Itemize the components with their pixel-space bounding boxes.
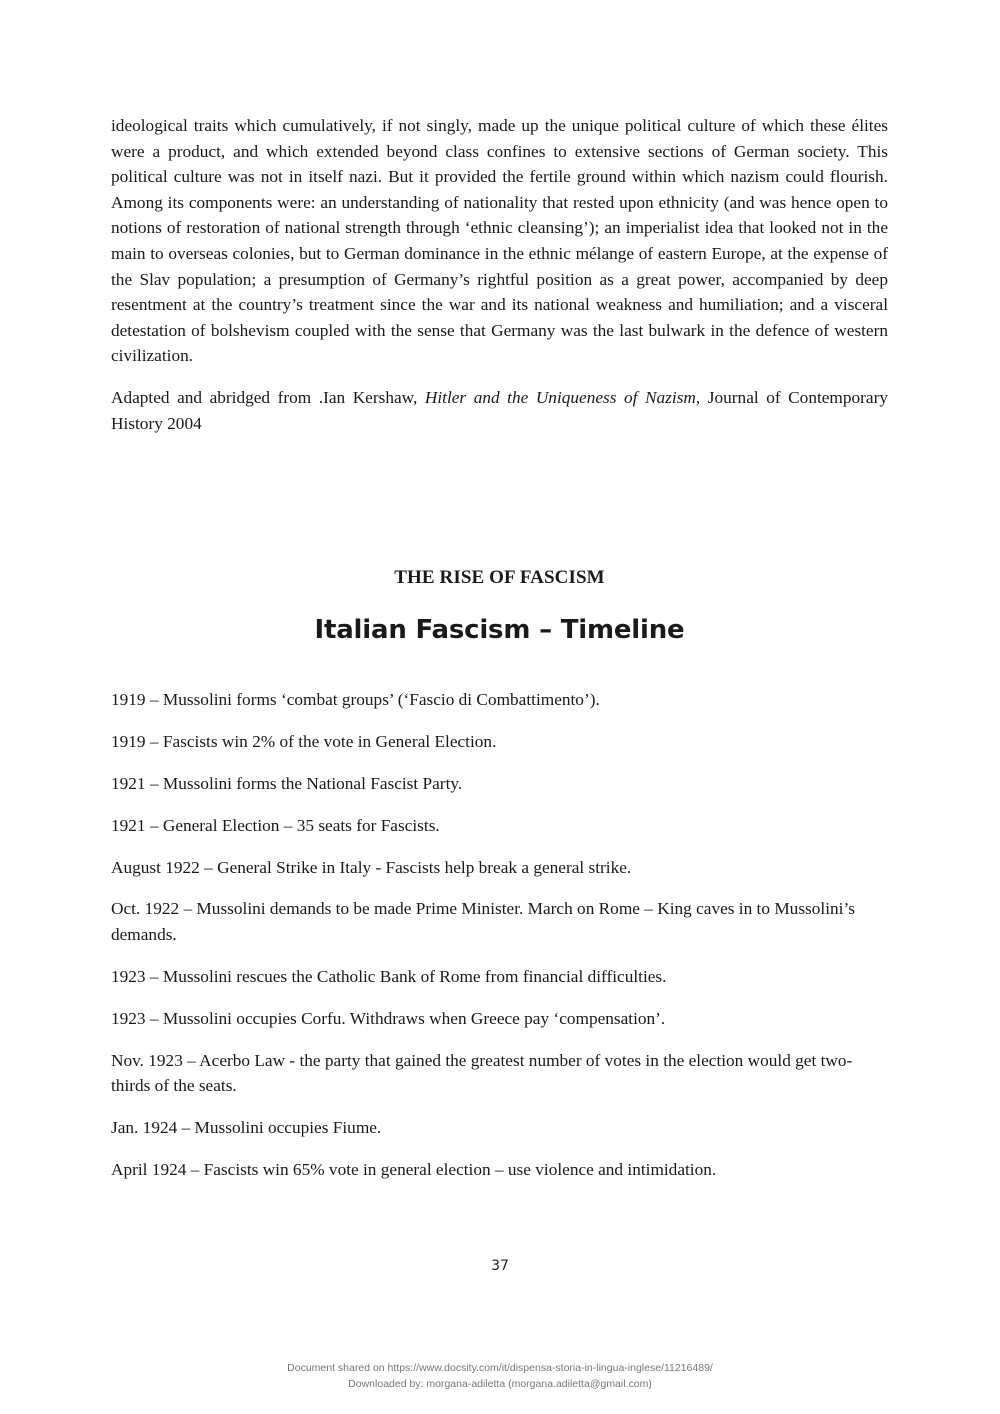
- timeline-item: Oct. 1922 – Mussolini demands to be made Prime Minister. March on Rome – King caves in to Mussolini’s demands.: [111, 899, 855, 945]
- timeline-item: 1923 – Mussolini occupies Corfu. Withdraws when Greece pay ‘compensation’.: [111, 1008, 666, 1028]
- timeline-item: 1919 – Fascists win 2% of the vote in General Election.: [111, 731, 497, 751]
- timeline-title: Italian Fascism – Timeline: [314, 615, 685, 645]
- footer-downloaded-by: Downloaded by: morgana-adiletta (morgana.adiletta@gmail.com): [348, 1378, 652, 1390]
- timeline-item: Nov. 1923 – Acerbo Law - the party that gained the greatest number of votes in the election would get two-thirds of the seats.: [111, 1050, 853, 1096]
- footer-shared-link: Document shared on https://www.docsity.com/it/dispensa-storia-in-lingua-inglese/11216489/: [287, 1362, 713, 1374]
- citation-prefix: Adapted and abridged from .Ian Kershaw,: [111, 387, 425, 407]
- page-number: 37: [491, 1258, 509, 1274]
- footer: [0, 1360, 1000, 1392]
- timeline-item: 1921 – General Election – 35 seats for Fascists.: [111, 815, 440, 835]
- citation-suffix: Journal of Contemporary History 2004: [111, 387, 888, 433]
- page-content: [111, 113, 888, 1180]
- timeline-item: 1923 – Mussolini rescues the Catholic Bank of Rome from financial difficulties.: [111, 966, 667, 986]
- timeline-item: Jan. 1924 – Mussolini occupies Fiume.: [111, 1118, 382, 1138]
- body-paragraph: ideological traits which cumulatively, if not singly, made up the unique political culture of which these élites were a product, and which extended beyond class confines to extensive sections of German society. This political culture was not in itself nazi. But it provided the fertile ground within which nazism could flourish. Among its components were: an understanding of nationality that rested upon ethnicity (and was hence open to notions of restoration of national strength through ‘ethnic cleansing’); an imperialist idea that looked not in the main to overseas colonies, but to German dominance in the ethnic mélange of eastern Europe, at the expense of the Slav population; a presumption of Germany’s rightful position as a great power, accompanied by deep resentment at the country’s treatment since the war and its national weakness and humiliation; and a visceral detestation of bolshevism coupled with the sense that Germany was the last bulwark in the defence of western civilization.: [111, 116, 888, 366]
- citation-work: Hitler and the Uniqueness of Nazism,: [424, 387, 701, 407]
- timeline-list: [111, 687, 888, 1199]
- section-title: THE RISE OF FASCISM: [394, 567, 605, 588]
- timeline-item: 1921 – Mussolini forms the National Fascist Party.: [111, 773, 463, 793]
- timeline-item: 1919 – Mussolini forms ‘combat groups’ (‘Fascio di Combattimento’).: [111, 690, 600, 709]
- citation: [111, 385, 888, 436]
- timeline-item: August 1922 – General Strike in Italy - Fascists help break a general strike.: [111, 857, 632, 877]
- timeline-item: April 1924 – Fascists win 65% vote in general election – use violence and intimidation.: [111, 1160, 717, 1180]
